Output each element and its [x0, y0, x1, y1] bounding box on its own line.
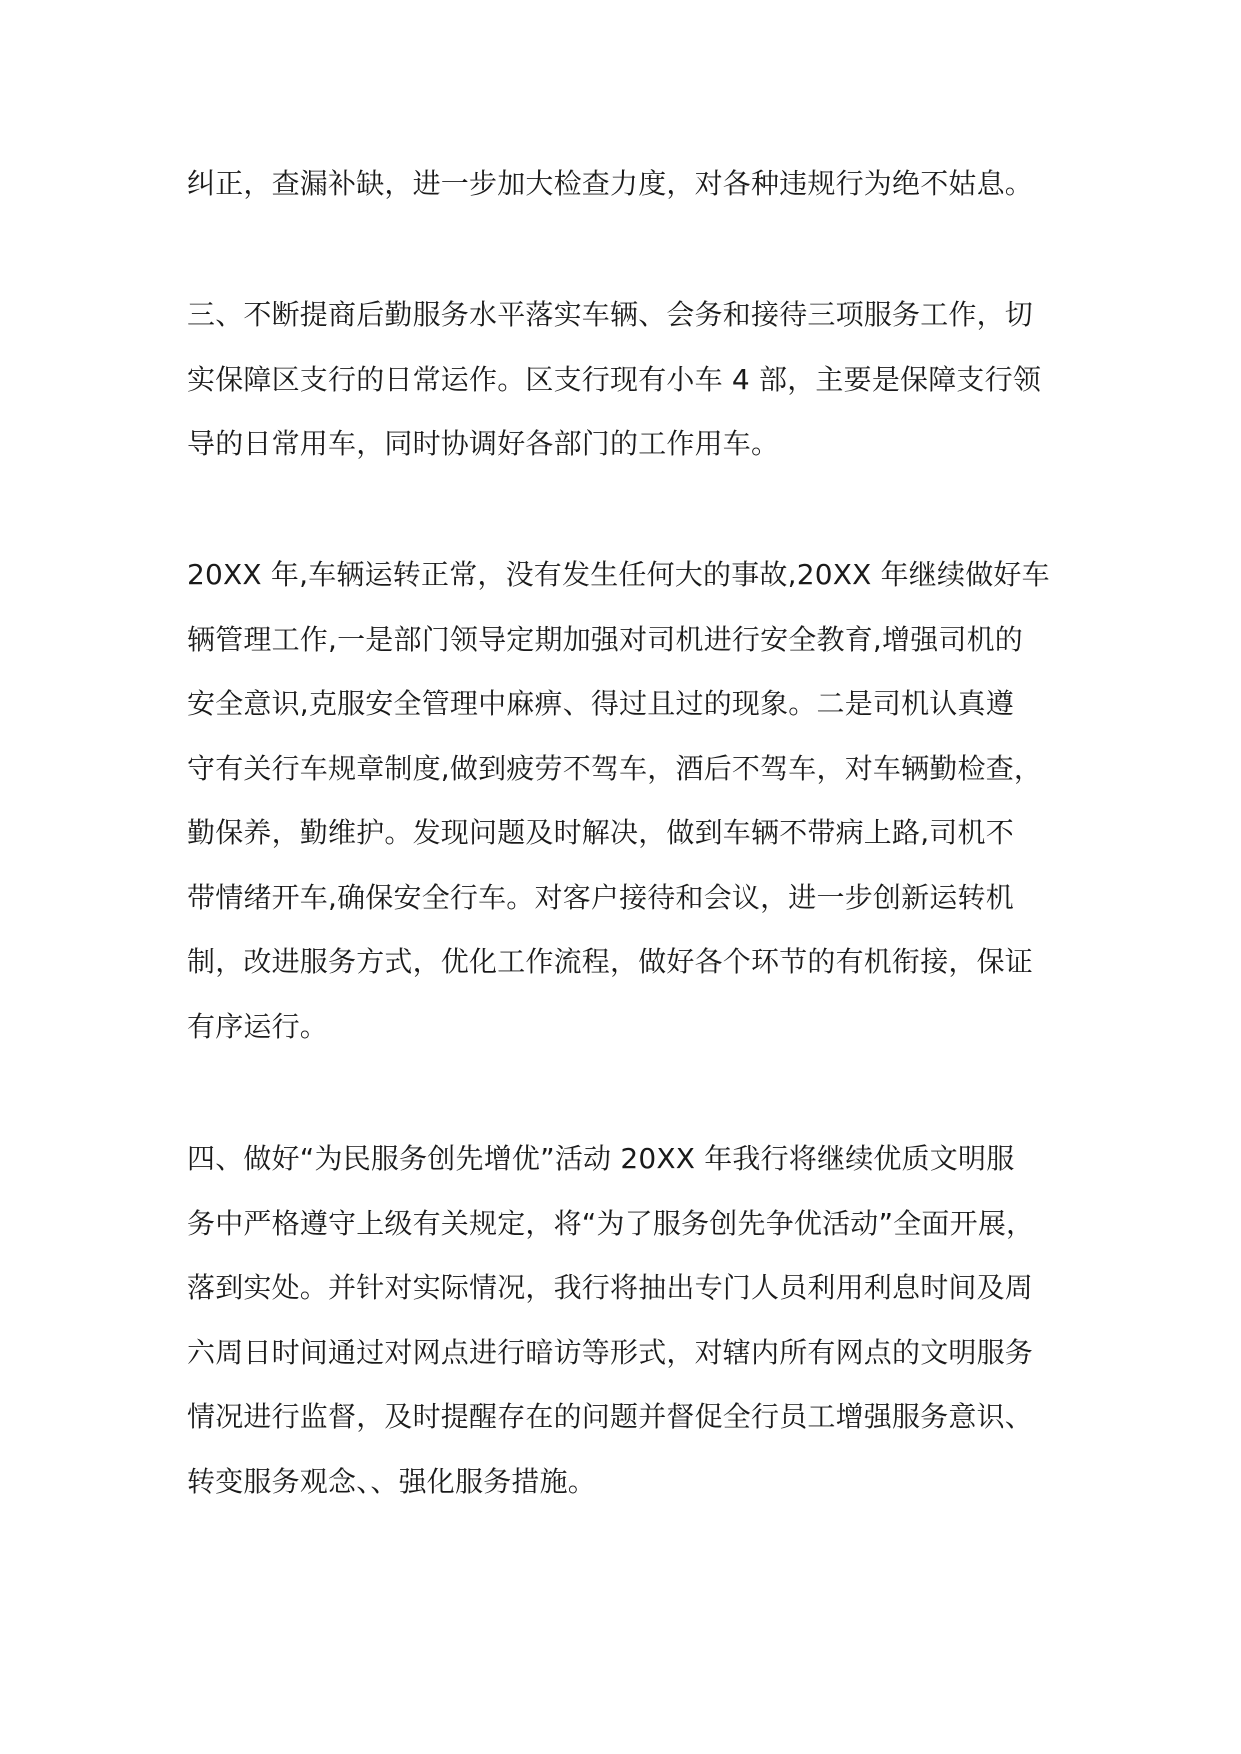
paragraph-2: [187, 283, 1087, 477]
text-line: 六周日时间通过对网点进行暗访等形式，对辖内所有网点的文明服务: [187, 1335, 1034, 1369]
text-line: 落到实处。并针对实际情况，我行将抽出专门人员利用利息时间及周: [187, 1271, 1034, 1304]
paragraph-4: [187, 1127, 1087, 1514]
text-line: 转变服务观念、、强化服务措施。: [187, 1464, 597, 1498]
text-line: 情况进行监督，及时提醒存在的问题并督促全行员工增强服务意识、: [187, 1400, 1034, 1433]
text-line: 20XX 年,车辆运转正常，没有发生任何大的事故,20XX 年继续做好车: [187, 558, 1050, 591]
paragraph-3: [187, 543, 1087, 1059]
text-line: 辆管理工作,一是部门领导定期加强对司机进行安全教育,增强司机的: [187, 622, 1024, 656]
text-line: 制，改进服务方式，优化工作流程，做好各个环节的有机衔接，保证: [187, 945, 1034, 978]
text-line: 带情绪开车,确保安全行车。对客户接待和会议，进一步创新运转机: [187, 880, 1014, 914]
paragraph-1: [187, 152, 1087, 217]
text-line: 三、不断提商后勤服务水平落实车辆、会务和接待三项服务工作，切: [187, 298, 1034, 331]
text-line: 勤保养，勤维护。发现问题及时解决，做到车辆不带病上路,司机不: [187, 816, 1014, 849]
text-line: 安全意识,克服安全管理中麻痹、得过且过的现象。二是司机认真遵: [187, 687, 1014, 720]
text-line: 四、做好“为民服务创先增优”活动 20XX 年我行将继续优质文明服: [187, 1142, 1015, 1175]
text-line: 实保障区支行的日常运作。区支行现有小车 4 部，主要是保障支行领: [187, 362, 1042, 396]
text-line: 纠正，查漏补缺，进一步加大检查力度，对各种违规行为绝不姑息。: [187, 167, 1034, 200]
text-line: 导的日常用车，同时协调好各部门的工作用车。: [187, 427, 780, 460]
text-line: 务中严格遵守上级有关规定，将“为了服务创先争优活动”全面开展，: [187, 1206, 1035, 1240]
text-line: 守有关行车规章制度,做到疲劳不驾车，酒后不驾车，对车辆勤检查，: [187, 751, 1043, 785]
text-line: 有序运行。: [187, 1009, 329, 1043]
